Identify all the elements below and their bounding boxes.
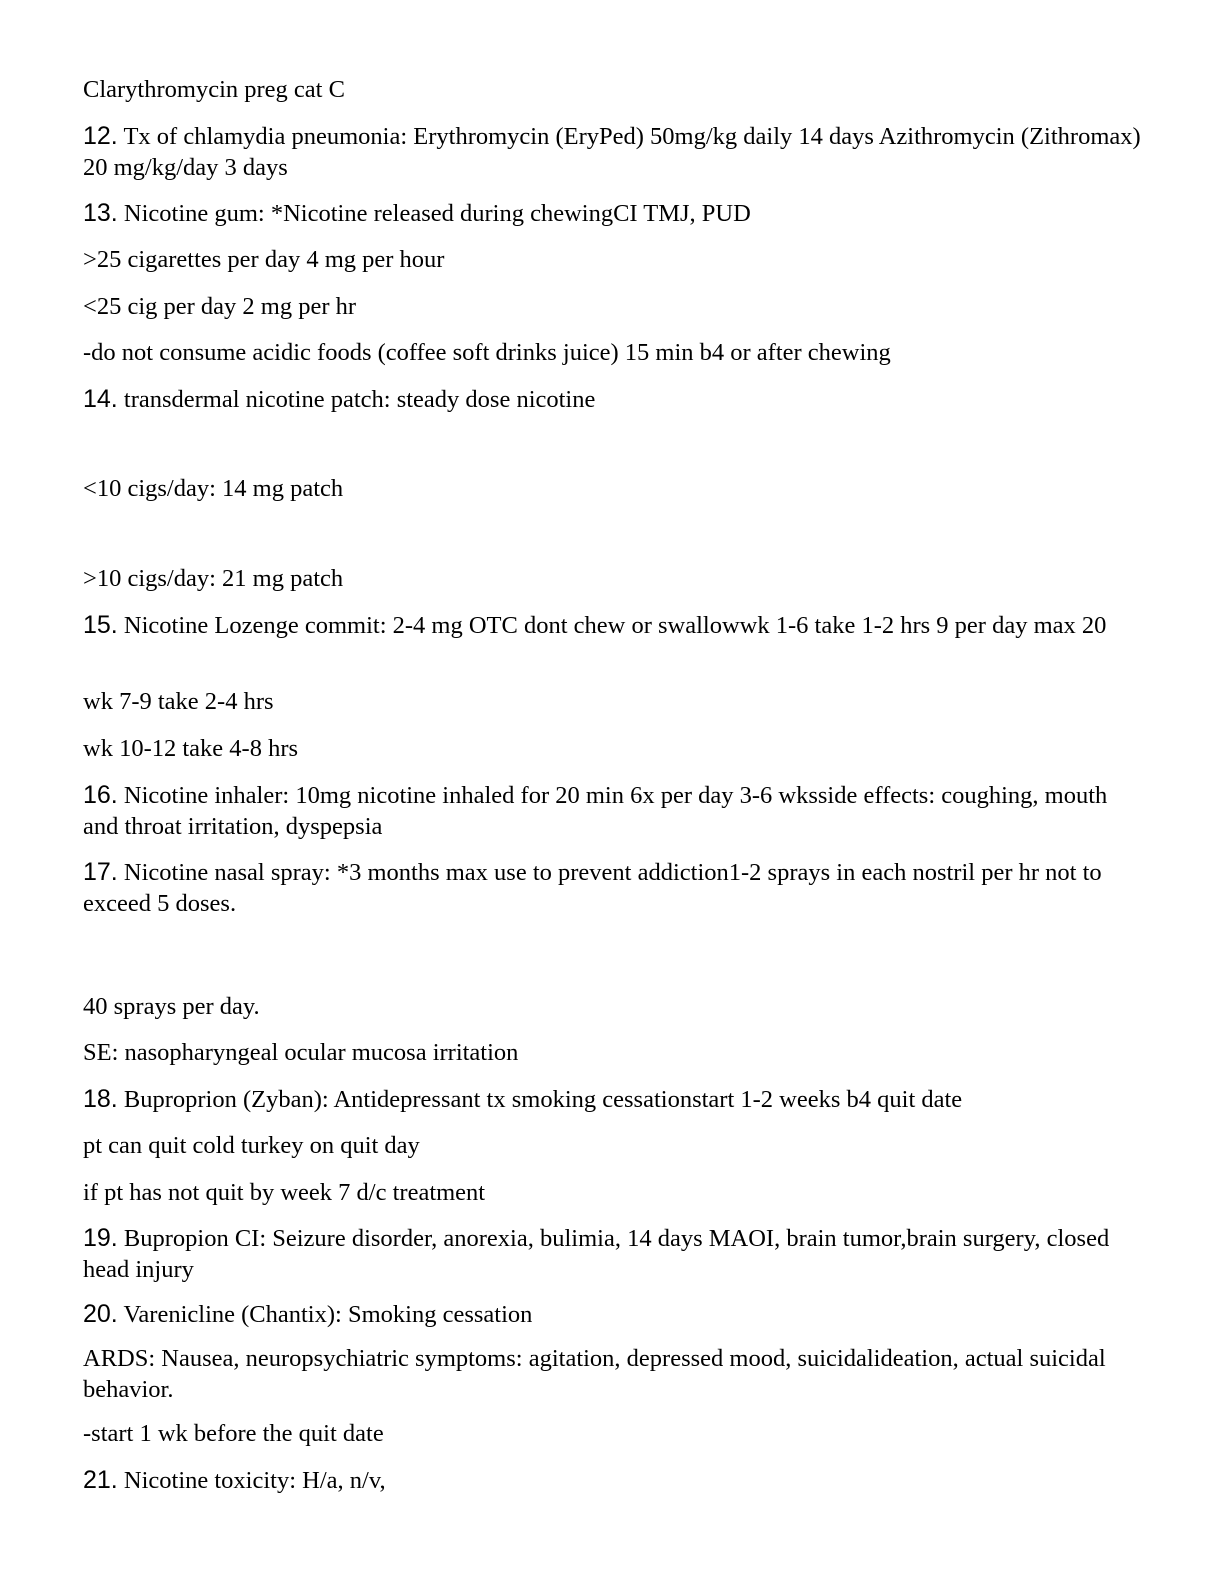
line-text: Clarythromycin preg cat C (83, 76, 345, 103)
item-number: 13. (83, 199, 118, 227)
line-acidic-foods (83, 337, 1143, 368)
item-number: 14. (83, 385, 118, 413)
line-text: >25 cigarettes per day 4 mg per hour (83, 246, 445, 273)
item-12 (83, 121, 1143, 183)
line-text: Nicotine nasal spray: *3 months max use to prevent addiction1-2 sprays in each nostril per hr not to exceed 5 doses. (83, 859, 1102, 917)
item-number: 15. (83, 611, 118, 639)
line-text: <25 cig per day 2 mg per hr (83, 293, 357, 320)
item-number: 17. (83, 858, 118, 886)
item-19 (83, 1223, 1143, 1285)
line-text: <10 cigs/day: 14 mg patch (83, 475, 344, 502)
item-17 (83, 857, 1143, 919)
item-14 (83, 384, 1143, 415)
line-text: Tx of chlamydia pneumonia: Erythromycin (EryPed) 50mg/kg daily 14 days Azithromycin (Zithromax) 20 mg/kg/day 3 days (83, 123, 1141, 181)
line-text: 40 sprays per day. (83, 993, 260, 1020)
line-text: ARDS: Nausea, neuropsychiatric symptoms: agitation, depressed mood, suicidalideation, actual suicidal behavior. (83, 1345, 1106, 1403)
item-18 (83, 1084, 1143, 1115)
line-text: >10 cigs/day: 21 mg patch (83, 565, 344, 592)
line-ards (83, 1343, 1143, 1405)
line-wk-10-12 (83, 733, 1143, 764)
line-text: wk 10-12 take 4-8 hrs (83, 735, 299, 762)
line-text: -start 1 wk before the quit date (83, 1420, 384, 1447)
item-number: 18. (83, 1085, 118, 1113)
line-gum-low-dose (83, 291, 1143, 322)
line-cold-turkey (83, 1130, 1143, 1161)
line-text: Nicotine toxicity: H/a, n/v, (117, 1467, 386, 1494)
line-start-1-wk (83, 1418, 1143, 1449)
line-text: wk 7-9 take 2-4 hrs (83, 688, 274, 715)
item-16 (83, 780, 1143, 842)
line-text: Bupropion CI: Seizure disorder, anorexia, bulimia, 14 days MAOI, brain tumor,brain surgery, closed head injury (83, 1225, 1110, 1283)
line-wk-7-9 (83, 686, 1143, 717)
line-week-7-dc (83, 1177, 1143, 1208)
line-text: pt can quit cold turkey on quit day (83, 1132, 420, 1159)
item-number: 21. (83, 1466, 118, 1494)
line-patch-14mg (83, 473, 1143, 504)
item-13 (83, 198, 1143, 229)
line-clarithromycin (83, 74, 1143, 105)
item-number: 16. (83, 781, 118, 809)
item-number: 12. (83, 122, 118, 150)
line-text: if pt has not quit by week 7 d/c treatment (83, 1179, 486, 1206)
line-text: Buproprion (Zyban): Antidepressant tx smoking cessationstart 1-2 weeks b4 quit date (117, 1086, 963, 1113)
item-20 (83, 1299, 1143, 1330)
line-text: -do not consume acidic foods (coffee soft drinks juice) 15 min b4 or after chewing (83, 339, 891, 366)
line-text: Varenicline (Chantix): Smoking cessation (117, 1301, 533, 1328)
item-15 (83, 610, 1143, 641)
line-text: SE: nasopharyngeal ocular mucosa irritation (83, 1039, 519, 1066)
item-21 (83, 1465, 1143, 1496)
line-text: Nicotine gum: *Nicotine released during chewingCI TMJ, PUD (117, 200, 751, 227)
line-text: transdermal nicotine patch: steady dose nicotine (117, 386, 596, 413)
line-spray-side-effects (83, 1037, 1143, 1068)
line-gum-high-dose (83, 244, 1143, 275)
line-text: Nicotine inhaler: 10mg nicotine inhaled for 20 min 6x per day 3-6 wksside effects: coughing, mouth and throat irritation, dyspepsia (83, 782, 1108, 840)
item-number: 20. (83, 1300, 118, 1328)
line-40-sprays (83, 991, 1143, 1022)
line-patch-21mg (83, 563, 1143, 594)
item-number: 19. (83, 1224, 118, 1252)
line-text: Nicotine Lozenge commit: 2-4 mg OTC dont chew or swallowwk 1-6 take 1-2 hrs 9 per day max 20 (117, 612, 1107, 639)
